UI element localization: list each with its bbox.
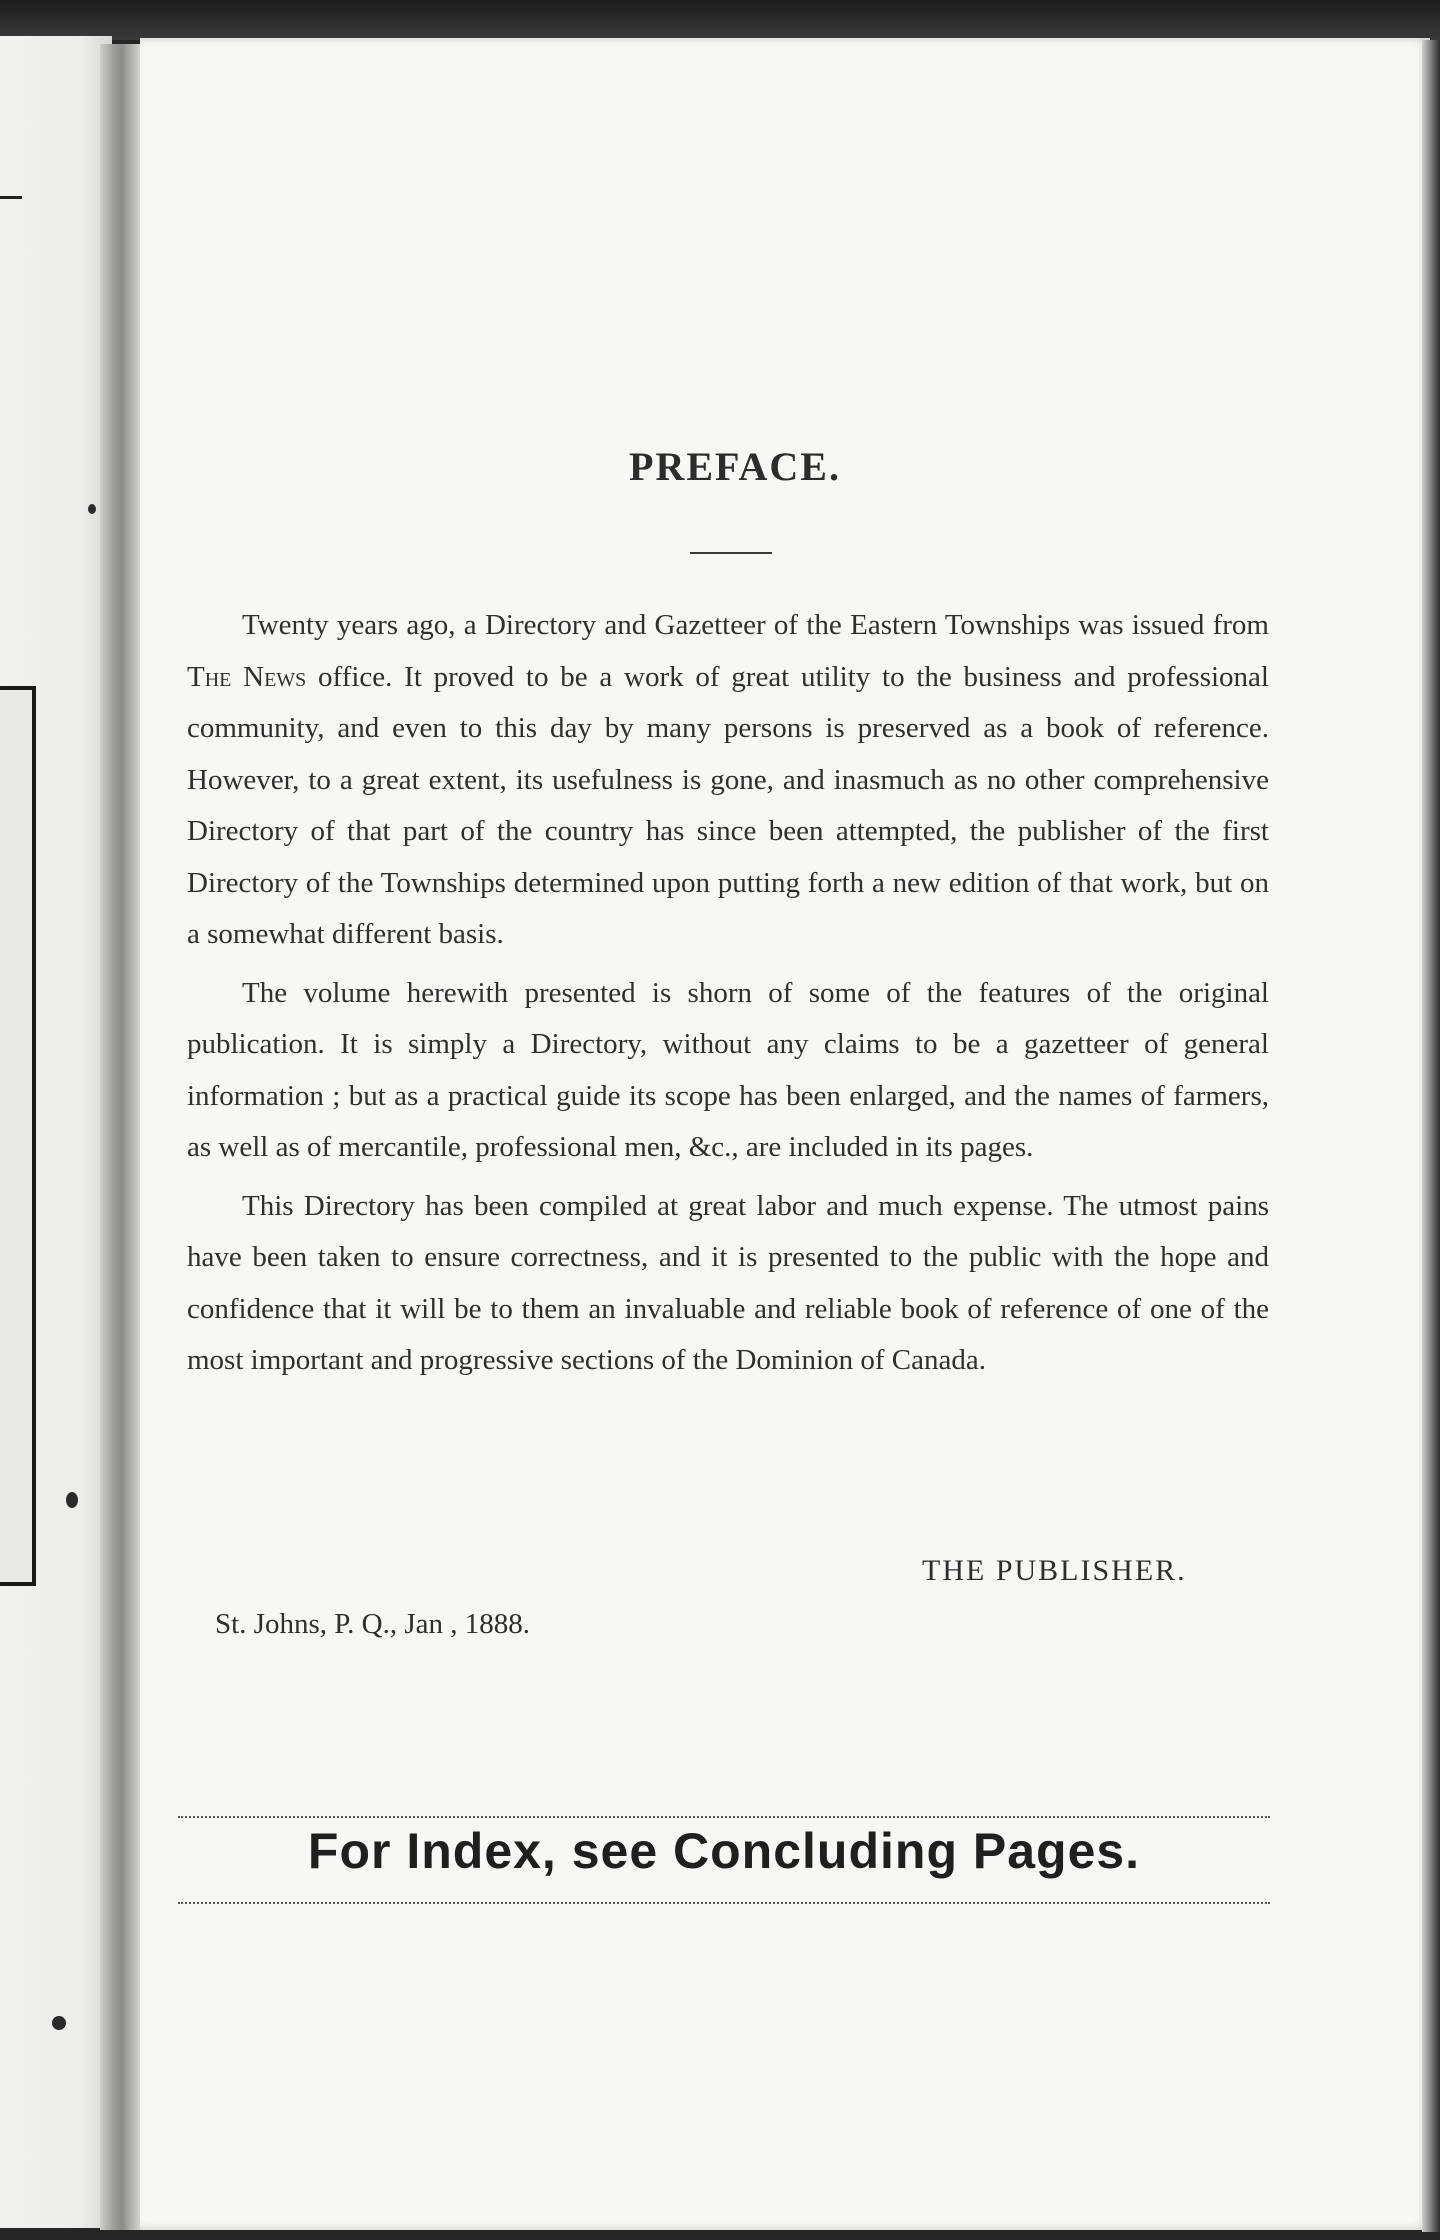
- previous-page-edge: [0, 36, 112, 2228]
- preface-paragraph-1: [187, 600, 1269, 961]
- ink-spot: [66, 1492, 78, 1508]
- preface-body: [187, 600, 1269, 1394]
- page-content: [140, 38, 1430, 2230]
- paragraph-1-intro: Twenty years ago, a Directory and Gazetteer of the Eastern Townships was issued from: [242, 609, 1269, 641]
- index-note: For Index, see Concluding Pages.: [307, 1823, 1141, 1879]
- index-note-top-rule: [178, 1816, 1270, 1818]
- page-right-edge: [1422, 40, 1440, 2232]
- publisher-signature: THE PUBLISHER.: [922, 1554, 1187, 1587]
- index-note-bottom-rule: [178, 1902, 1270, 1904]
- paragraph-1-rest: office. It proved to be a work of great utility to the business and professional community, and even to this day by many persons is preserved as a book of reference. However, to a great extent, its usefulness is gone, and inasmuch as no other comprehensive Directory of that part of the country has since been attempted, the publisher of the first Directory of the Townships determined upon putting forth a new edition of that work, but on a somewhat different basis.: [187, 660, 1269, 950]
- page-title: PREFACE.: [629, 444, 841, 489]
- page-mark: [0, 196, 22, 199]
- dateline: St. Johns, P. Q., Jan , 1888.: [215, 1608, 531, 1640]
- ink-spot: [52, 2016, 66, 2030]
- printed-border-fragment: [0, 686, 36, 1586]
- book-gutter: [100, 44, 144, 2230]
- preface-paragraph-3: This Directory has been compiled at great labor and much expense. The utmost pains have been taken to ensure correctness, and it is presented to the public with the hope and confidence that it will be to them an invaluable and reliable book of reference of one of the most important and progressive sections of the Dominion of Canada.: [187, 1189, 1269, 1376]
- book-page: [140, 38, 1430, 2230]
- title-divider: [690, 552, 772, 554]
- newspaper-name: The News: [187, 660, 307, 693]
- scanner-background: [0, 0, 1440, 40]
- preface-paragraph-2: The volume herewith presented is shorn of some of the features of the original publication. It is simply a Directory, without any claims to be a gazetteer of general information ; but as a practical guide its scope has been enlarged, and the names of farmers, as well as of mercantile, professional men, &c., are included in its pages.: [187, 976, 1269, 1163]
- ink-spot: [88, 504, 96, 514]
